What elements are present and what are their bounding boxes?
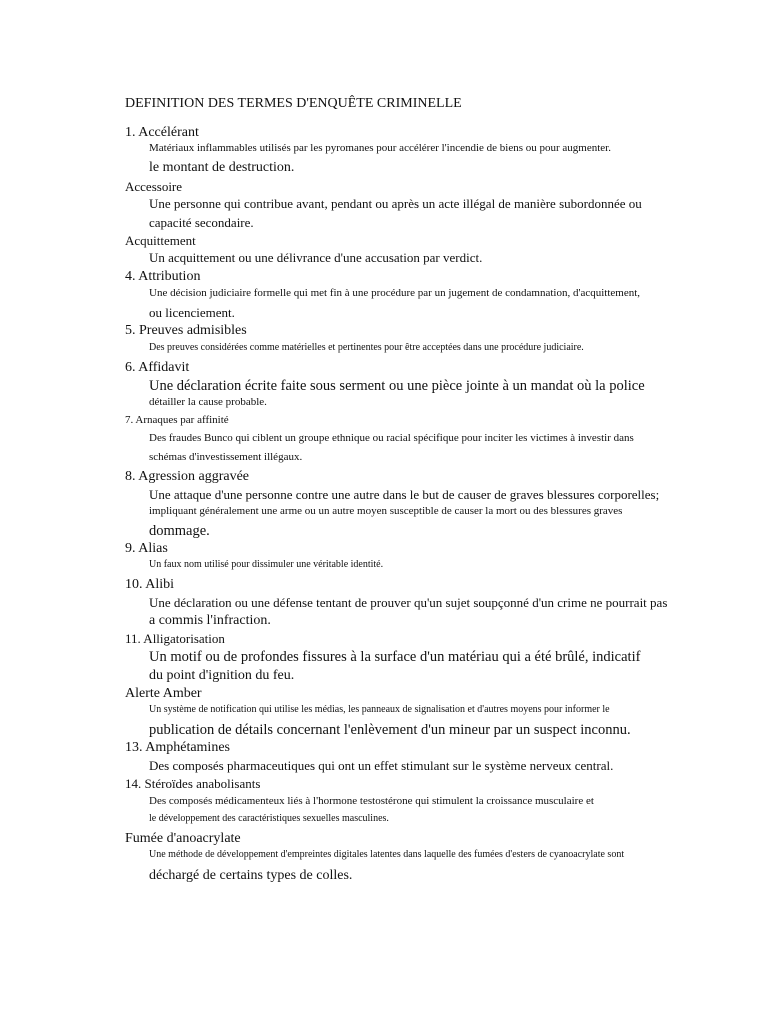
definition-line: Matériaux inflammables utilisés par les pyromanes pour accélérer l'incendie de biens ou pour augmenter. [149, 142, 611, 154]
definition-line: impliquant généralement une arme ou un autre moyen susceptible de causer la mort ou des blessures graves [149, 505, 623, 517]
definition-line: Un motif ou de profondes fissures à la surface d'un matériau qui a été brûlé, indicatif [149, 649, 641, 665]
term-heading: Acquittement [125, 233, 196, 248]
term-heading: Accessoire [125, 179, 183, 194]
definition-line: Un acquittement ou une délivrance d'une accusation par verdict. [149, 250, 483, 265]
definition-line: Une déclaration ou une défense tentant de prouver qu'un sujet soupçonné d'un crime ne pourrait pas [149, 595, 668, 610]
term-heading: 7. Arnaques par affinité [125, 414, 229, 426]
term-heading: 4. Attribution [125, 269, 201, 284]
definition-line: Des preuves considérées comme matérielles et pertinentes pour être acceptées dans une procédure judiciaire. [149, 342, 584, 353]
term-heading: 1. Accélérant [125, 125, 199, 140]
term-heading: 11. Alligatorisation [125, 631, 225, 646]
definition-line: a commis l'infraction. [149, 613, 271, 628]
term-heading: Alerte Amber [125, 686, 202, 701]
definition-line: déchargé de certains types de colles. [149, 868, 353, 883]
term-heading: 6. Affidavit [125, 360, 190, 375]
definition-line: le montant de destruction. [149, 160, 295, 175]
definition-line: Des composés médicamenteux liés à l'hormone testostérone qui stimulent la croissance musculaire et [149, 795, 594, 807]
definition-line: Un faux nom utilisé pour dissimuler une véritable identité. [149, 559, 384, 570]
definition-line: détailler la cause probable. [149, 396, 267, 408]
term-heading: 10. Alibi [125, 577, 175, 592]
term-heading: 5. Preuves admisibles [125, 323, 247, 338]
term-heading: 13. Amphétamines [125, 740, 230, 755]
definition-line: Une décision judiciaire formelle qui met fin à une procédure par un jugement de condamnation, d'acquittement, [149, 287, 641, 299]
term-heading: 9. Alias [125, 541, 168, 556]
definition-line: Des fraudes Bunco qui ciblent un groupe ethnique ou racial spécifique pour inciter les victimes à investir dans [149, 432, 634, 444]
term-heading: 8. Agression aggravée [125, 469, 250, 484]
term-heading: Fumée d'anoacrylate [125, 831, 241, 846]
definition-line: Une méthode de développement d'empreintes digitales latentes dans laquelle des fumées d'esters de cyanoacrylate sont [149, 849, 625, 860]
definition-line: schémas d'investissement illégaux. [149, 451, 303, 463]
definition-line: Une personne qui contribue avant, pendant ou après un acte illégal de manière subordonnée ou [149, 196, 642, 211]
definition-line: dommage. [149, 523, 210, 539]
definition-line: Un système de notification qui utilise les médias, les panneaux de signalisation et d'autres moyens pour informer le [149, 704, 610, 715]
term-heading: 14. Stéroïdes anabolisants [125, 776, 261, 791]
definition-line: le développement des caractéristiques sexuelles masculines. [149, 813, 389, 824]
definition-line: ou licenciement. [149, 305, 235, 320]
definition-line: Des composés pharmaceutiques qui ont un effet stimulant sur le système nerveux central. [149, 758, 614, 773]
document-title: DEFINITION DES TERMES D'ENQUÊTE CRIMINELLE [125, 96, 462, 111]
definition-line: publication de détails concernant l'enlèvement d'un mineur par un suspect inconnu. [149, 722, 631, 738]
definition-line: Une attaque d'une personne contre une autre dans le but de causer de graves blessures corporelles; [149, 487, 660, 502]
definition-line: Une déclaration écrite faite sous serment ou une pièce jointe à un mandat où la police [149, 378, 645, 394]
definition-line: capacité secondaire. [149, 215, 254, 230]
definition-line: du point d'ignition du feu. [149, 668, 295, 683]
